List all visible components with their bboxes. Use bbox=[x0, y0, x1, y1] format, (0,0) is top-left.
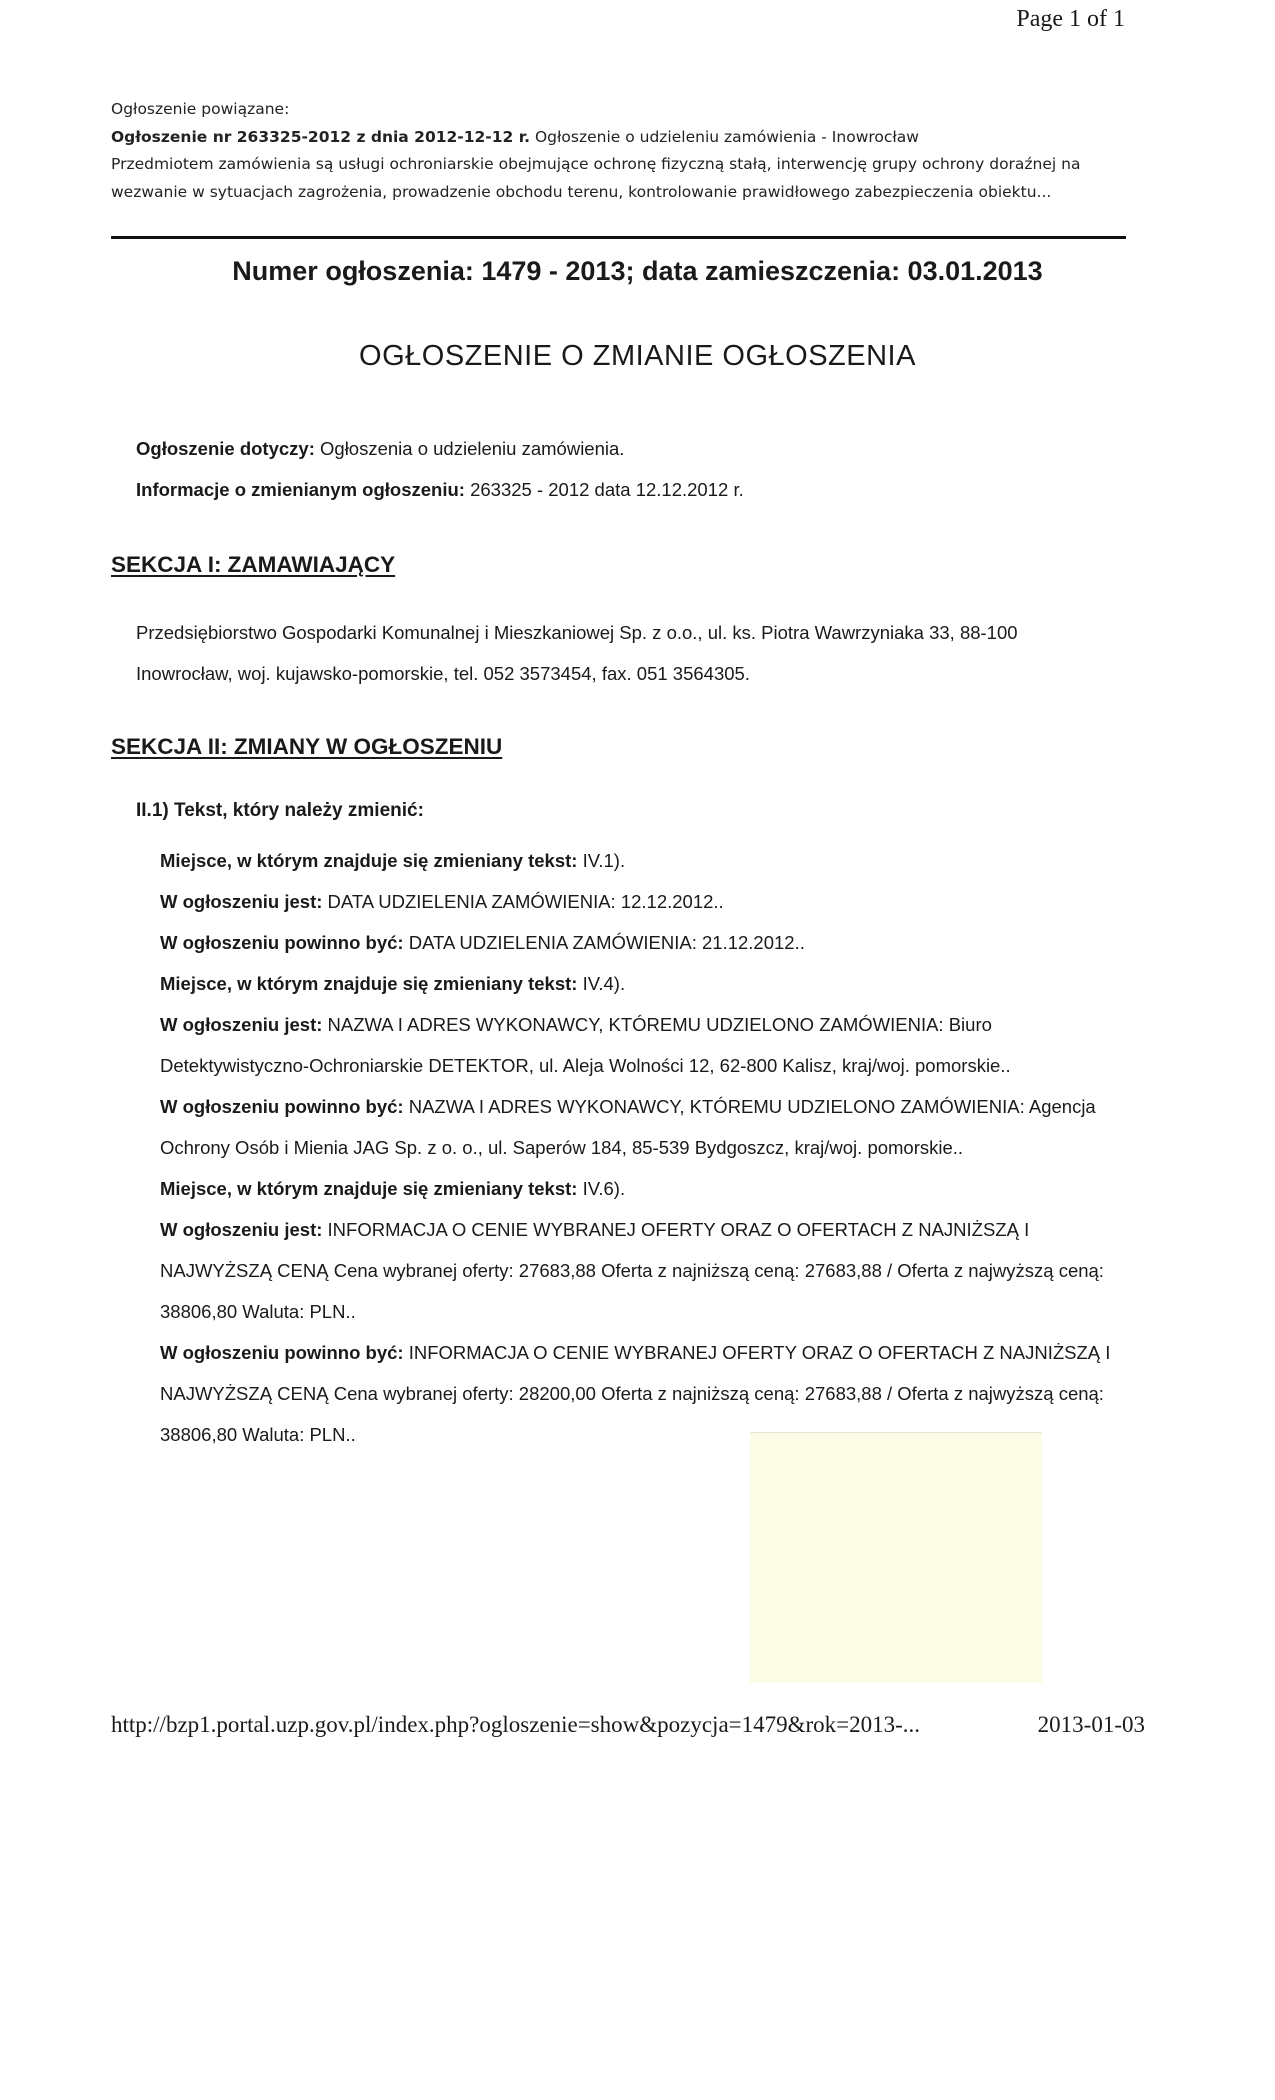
notice-number-heading: Numer ogłoszenia: 1479 - 2013; data zamieszczenia: 03.01.2013 bbox=[232, 256, 1043, 286]
related-notice-reference bbox=[111, 124, 1121, 152]
change-entry bbox=[160, 922, 1140, 963]
change-entry-label: W ogłoszeniu jest: bbox=[160, 1219, 323, 1240]
change-entry-text: IV.6). bbox=[577, 1178, 626, 1199]
ordering-party-details bbox=[136, 612, 1136, 694]
change-entry-label: W ogłoszeniu powinno być: bbox=[160, 932, 404, 953]
changes-subheading: II.1) Tekst, który należy zmienić: bbox=[136, 800, 424, 821]
change-entry-text: NAZWA I ADRES WYKONAWCY, KTÓREMU UDZIELONO ZAMÓWIENIA: Biuro Detektywistyczno-Ochroniarskie DETEKTOR, ul. Aleja Wolności 12, 62-800 Kalisz, kraj/woj. pomorskie.. bbox=[160, 1014, 1011, 1076]
change-entry-text: DATA UDZIELENIA ZAMÓWIENIA: 21.12.2012.. bbox=[403, 932, 805, 953]
change-entry-text: NAZWA I ADRES WYKONAWCY, KTÓREMU UDZIELONO ZAMÓWIENIA: Agencja Ochrony Osób i Mienia JAG Sp. z o. o., ul. Saperów 184, 85-539 Bydgoszcz, kraj/woj. pomorskie.. bbox=[160, 1096, 1096, 1158]
notice-concerns-value: Ogłoszenia o udzieleniu zamówienia. bbox=[314, 438, 625, 459]
footer-date: 2013-01-03 bbox=[1037, 1712, 1145, 1737]
change-entry-label: W ogłoszeniu jest: bbox=[160, 891, 323, 912]
notice-concerns-label: Ogłoszenie dotyczy: bbox=[136, 438, 315, 459]
related-notice-type: Ogłoszenie o udzieleniu zamówienia - Inowrocław bbox=[530, 127, 919, 146]
changed-notice-info bbox=[136, 479, 744, 501]
related-notice-label: Ogłoszenie powiązane: bbox=[111, 100, 290, 118]
related-notice-description: Przedmiotem zamówienia są usługi ochroniarskie obejmujące ochronę fizyczną stałą, interwencję grupy ochrony doraźnej na wezwanie w sytuacjach zagrożenia, prowadzenie obchodu terenu, kontrolowanie prawidłowego zabezpieczenia obiektu... bbox=[111, 155, 1081, 201]
change-entry-text: INFORMACJA O CENIE WYBRANEJ OFERTY ORAZ O OFERTACH Z NAJNIŻSZĄ I NAJWYŻSZĄ CENĄ Cena wybranej oferty: 27683,88 Oferta z najniższą ceną: 27683,88 / Oferta z najwyższą ceną: 38806,80 Waluta: PLN.. bbox=[160, 1219, 1104, 1322]
change-entry-text: INFORMACJA O CENIE WYBRANEJ OFERTY ORAZ O OFERTACH Z NAJNIŻSZĄ I NAJWYŻSZĄ CENĄ Cena wybranej oferty: 28200,00 Oferta z najniższą ceną: 27683,88 / Oferta z najwyższą ceną: 38806,80 Waluta: PLN.. bbox=[160, 1342, 1111, 1445]
change-entry-label: W ogłoszeniu jest: bbox=[160, 1014, 323, 1035]
horizontal-divider bbox=[111, 236, 1126, 239]
notice-title: OGŁOSZENIE O ZMIANIE OGŁOSZENIA bbox=[359, 340, 916, 372]
notice-concerns bbox=[136, 438, 624, 460]
change-entry-label: Miejsce, w którym znajduje się zmieniany tekst: bbox=[160, 1178, 578, 1199]
related-notice-number[interactable]: Ogłoszenie nr 263325-2012 z dnia 2012-12-12 r. bbox=[111, 127, 531, 146]
changes-list bbox=[160, 840, 1140, 1455]
change-entry-text: IV.4). bbox=[577, 973, 626, 994]
change-entry bbox=[160, 881, 1140, 922]
change-entry-label: Miejsce, w którym znajduje się zmieniany tekst: bbox=[160, 850, 578, 871]
change-entry bbox=[160, 1168, 1140, 1209]
change-entry bbox=[160, 1004, 1140, 1086]
change-entry-text: DATA UDZIELENIA ZAMÓWIENIA: 12.12.2012.. bbox=[322, 891, 724, 912]
change-entry bbox=[160, 1209, 1140, 1332]
change-entry bbox=[160, 1086, 1140, 1168]
change-entry-text: IV.1). bbox=[577, 850, 626, 871]
ordering-party-line: Przedsiębiorstwo Gospodarki Komunalnej i Mieszkaniowej Sp. z o.o., ul. ks. Piotra Wawrzyniaka 33, 88-100 bbox=[136, 622, 1018, 643]
changed-notice-info-value: 263325 - 2012 data 12.12.2012 r. bbox=[464, 479, 744, 500]
change-entry bbox=[160, 963, 1140, 1004]
sticky-note bbox=[750, 1432, 1042, 1683]
change-entry-label: W ogłoszeniu powinno być: bbox=[160, 1342, 404, 1363]
section-1-heading: SEKCJA I: ZAMAWIAJĄCY bbox=[111, 552, 396, 577]
footer-url[interactable]: http://bzp1.portal.uzp.gov.pl/index.php?ogloszenie=show&pozycja=1479&rok=2013-... bbox=[111, 1712, 921, 1737]
page-indicator: Page 1 of 1 bbox=[1016, 6, 1125, 32]
change-entry bbox=[160, 840, 1140, 881]
section-2-heading: SEKCJA II: ZMIANY W OGŁOSZENIU bbox=[111, 734, 503, 759]
ordering-party-line: Inowrocław, woj. kujawsko-pomorskie, tel. 052 3573454, fax. 051 3564305. bbox=[136, 663, 750, 684]
change-entry-label: W ogłoszeniu powinno być: bbox=[160, 1096, 404, 1117]
changed-notice-info-label: Informacje o zmienianym ogłoszeniu: bbox=[136, 479, 465, 500]
change-entry-label: Miejsce, w którym znajduje się zmieniany tekst: bbox=[160, 973, 578, 994]
related-notice bbox=[111, 96, 1121, 206]
